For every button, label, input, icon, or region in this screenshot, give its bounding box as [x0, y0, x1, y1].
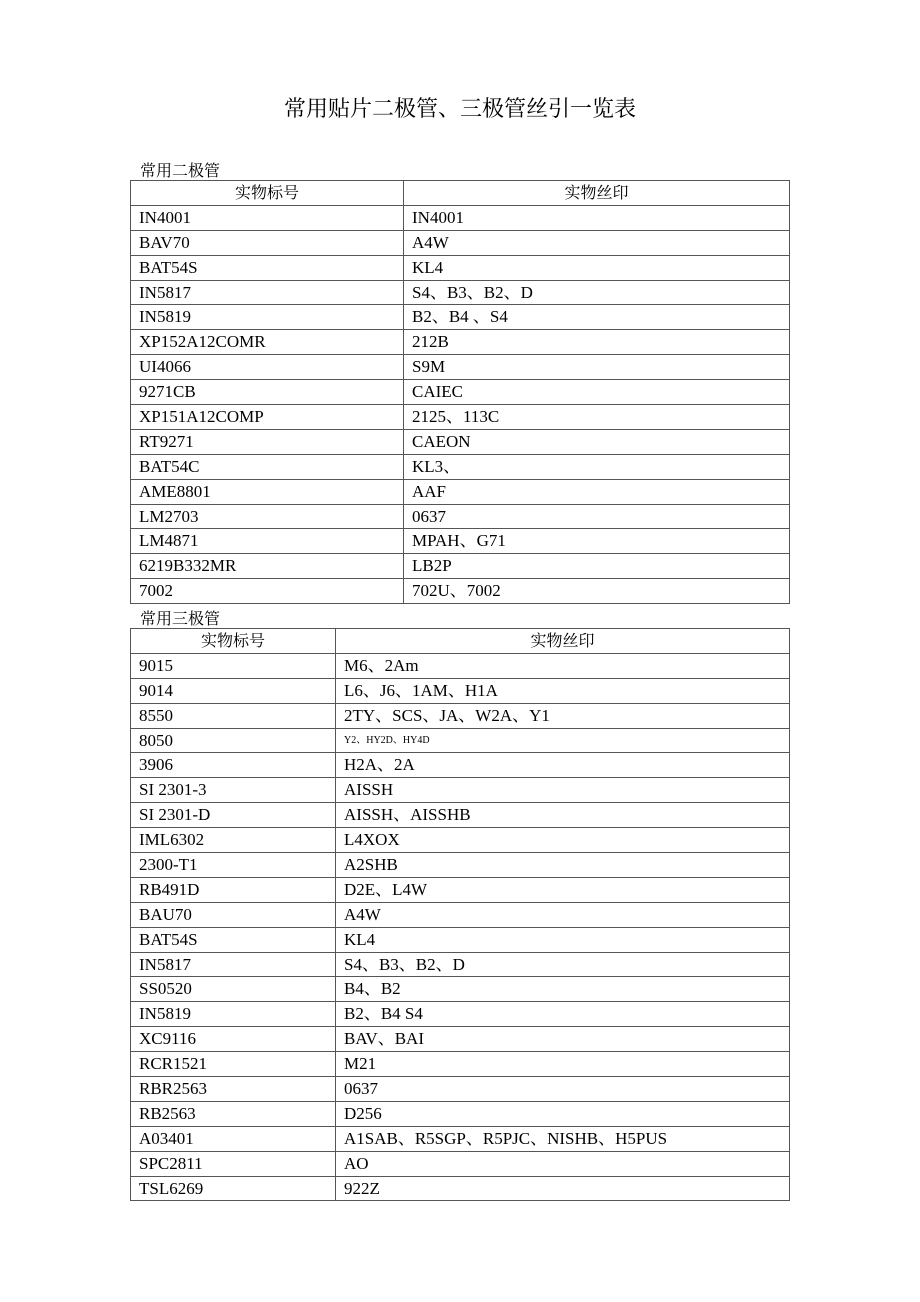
table-row: [131, 380, 790, 405]
table-row: [131, 728, 790, 753]
table-row: [131, 828, 790, 853]
table-row: [131, 753, 790, 778]
table-row: [131, 255, 790, 280]
table-row: [131, 803, 790, 828]
marking-cell: 702U、7002: [404, 579, 790, 604]
marking-cell: 2125、113C: [404, 405, 790, 430]
marking-cell: 0637: [404, 504, 790, 529]
table-row: [131, 678, 790, 703]
marking-cell: Y2、HY2D、HY4D: [336, 728, 790, 753]
marking-cell: S4、B3、B2、D: [336, 952, 790, 977]
part-number-cell: RT9271: [131, 429, 404, 454]
marking-cell: D2E、L4W: [336, 877, 790, 902]
header-marking: 实物丝印: [404, 181, 790, 206]
table-row: [131, 355, 790, 380]
part-number-cell: SI 2301-3: [131, 778, 336, 803]
page-title: 常用贴片二极管、三极管丝引一览表: [283, 97, 636, 122]
transistors-section-label: 常用三极管: [140, 609, 221, 628]
part-number-cell: 7002: [131, 579, 404, 604]
part-number-cell: SS0520: [131, 977, 336, 1002]
part-number-cell: UI4066: [131, 355, 404, 380]
marking-cell: L6、J6、1AM、H1A: [336, 678, 790, 703]
part-number-cell: RCR1521: [131, 1052, 336, 1077]
table-row: [131, 405, 790, 430]
part-number-cell: LM4871: [131, 529, 404, 554]
part-number-cell: SPC2811: [131, 1151, 336, 1176]
table-row: [131, 454, 790, 479]
part-number-cell: BAV70: [131, 230, 404, 255]
part-number-cell: TSL6269: [131, 1176, 336, 1201]
marking-cell: B2、B4 S4: [336, 1002, 790, 1027]
marking-cell: A4W: [336, 902, 790, 927]
marking-cell: S4、B3、B2、D: [404, 280, 790, 305]
marking-cell: MPAH、G71: [404, 529, 790, 554]
part-number-cell: 2300-T1: [131, 853, 336, 878]
table-header-row: [131, 629, 790, 654]
marking-cell: S9M: [404, 355, 790, 380]
marking-cell: BAV、BAI: [336, 1027, 790, 1052]
part-number-cell: IN5819: [131, 1002, 336, 1027]
table-row: [131, 479, 790, 504]
header-part-number: 实物标号: [131, 181, 404, 206]
table-row: [131, 205, 790, 230]
part-number-cell: XP151A12COMP: [131, 405, 404, 430]
part-number-cell: BAU70: [131, 902, 336, 927]
part-number-cell: RB491D: [131, 877, 336, 902]
table-row: [131, 554, 790, 579]
table-row: [131, 952, 790, 977]
table-row: [131, 927, 790, 952]
marking-cell: 922Z: [336, 1176, 790, 1201]
table-row: [131, 330, 790, 355]
marking-cell: 212B: [404, 330, 790, 355]
diodes-table: [130, 180, 790, 604]
part-number-cell: RB2563: [131, 1101, 336, 1126]
marking-cell: AAF: [404, 479, 790, 504]
table-row: [131, 877, 790, 902]
part-number-cell: SI 2301-D: [131, 803, 336, 828]
part-number-cell: LM2703: [131, 504, 404, 529]
marking-cell: 0637: [336, 1077, 790, 1102]
table-header-row: [131, 181, 790, 206]
marking-cell: KL4: [404, 255, 790, 280]
part-number-cell: 8550: [131, 703, 336, 728]
table-row: [131, 280, 790, 305]
table-row: [131, 703, 790, 728]
table-row: [131, 504, 790, 529]
part-number-cell: 9271CB: [131, 380, 404, 405]
part-number-cell: XC9116: [131, 1027, 336, 1052]
part-number-cell: IML6302: [131, 828, 336, 853]
marking-cell: AISSH、AISSHB: [336, 803, 790, 828]
marking-cell: A4W: [404, 230, 790, 255]
table-row: [131, 1002, 790, 1027]
part-number-cell: 6219B332MR: [131, 554, 404, 579]
part-number-cell: XP152A12COMR: [131, 330, 404, 355]
part-number-cell: IN4001: [131, 205, 404, 230]
part-number-cell: IN5819: [131, 305, 404, 330]
part-number-cell: 3906: [131, 753, 336, 778]
table-row: [131, 1077, 790, 1102]
table-row: [131, 1176, 790, 1201]
table-row: [131, 305, 790, 330]
table-row: [131, 778, 790, 803]
table-row: [131, 1151, 790, 1176]
marking-cell: A2SHB: [336, 853, 790, 878]
part-number-cell: BAT54S: [131, 255, 404, 280]
part-number-cell: BAT54S: [131, 927, 336, 952]
part-number-cell: BAT54C: [131, 454, 404, 479]
marking-cell: L4XOX: [336, 828, 790, 853]
marking-cell: LB2P: [404, 554, 790, 579]
table-row: [131, 653, 790, 678]
marking-cell: KL3、: [404, 454, 790, 479]
marking-cell: IN4001: [404, 205, 790, 230]
marking-cell: M6、2Am: [336, 653, 790, 678]
marking-cell: CAEON: [404, 429, 790, 454]
table-row: [131, 1126, 790, 1151]
table-row: [131, 1027, 790, 1052]
part-number-cell: 8050: [131, 728, 336, 753]
marking-cell: H2A、2A: [336, 753, 790, 778]
marking-cell: B4、B2: [336, 977, 790, 1002]
table-row: [131, 230, 790, 255]
marking-cell: M21: [336, 1052, 790, 1077]
header-marking: 实物丝印: [336, 629, 790, 654]
marking-cell: AO: [336, 1151, 790, 1176]
table-row: [131, 853, 790, 878]
table-row: [131, 429, 790, 454]
part-number-cell: AME8801: [131, 479, 404, 504]
part-number-cell: IN5817: [131, 280, 404, 305]
marking-cell: A1SAB、R5SGP、R5PJC、NISHB、H5PUS: [336, 1126, 790, 1151]
table-row: [131, 1101, 790, 1126]
marking-cell: B2、B4 、S4: [404, 305, 790, 330]
transistors-table: [130, 628, 790, 1201]
part-number-cell: 9014: [131, 678, 336, 703]
part-number-cell: IN5817: [131, 952, 336, 977]
table-row: [131, 902, 790, 927]
table-row: [131, 579, 790, 604]
part-number-cell: RBR2563: [131, 1077, 336, 1102]
part-number-cell: A03401: [131, 1126, 336, 1151]
marking-cell: AISSH: [336, 778, 790, 803]
table-row: [131, 1052, 790, 1077]
part-number-cell: 9015: [131, 653, 336, 678]
marking-cell: D256: [336, 1101, 790, 1126]
marking-cell: 2TY、SCS、JA、W2A、Y1: [336, 703, 790, 728]
marking-cell: CAIEC: [404, 380, 790, 405]
table-row: [131, 977, 790, 1002]
header-part-number: 实物标号: [131, 629, 336, 654]
table-row: [131, 529, 790, 554]
diodes-section-label: 常用二极管: [140, 161, 221, 180]
marking-cell: KL4: [336, 927, 790, 952]
